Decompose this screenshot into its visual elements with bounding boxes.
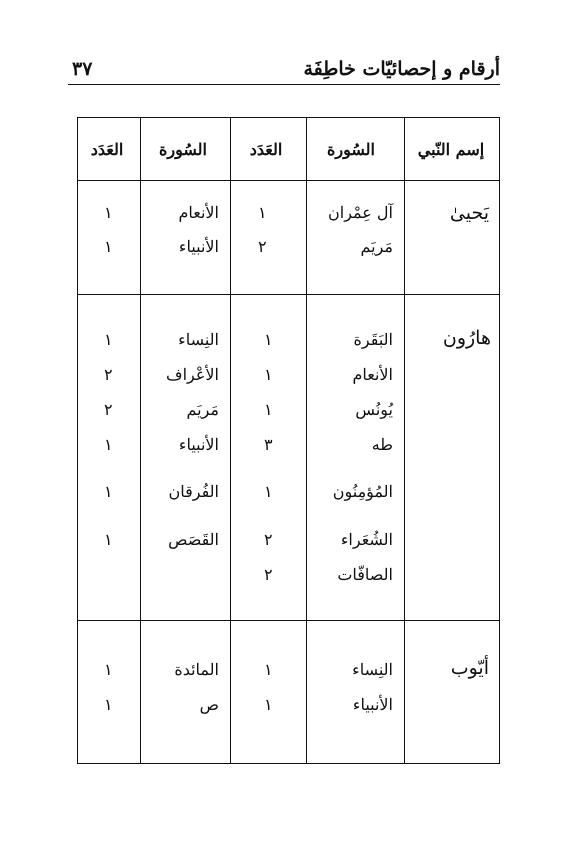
count-value: ١ xyxy=(104,203,113,222)
surah-name: المائدة xyxy=(174,660,219,679)
count-value: ١ xyxy=(264,330,273,349)
surah-name: النِساء xyxy=(352,660,393,679)
surah-name: الفُرقان xyxy=(168,482,219,501)
surah-name: الأنعام xyxy=(178,203,219,222)
surah-name: الأنبياء xyxy=(178,237,219,256)
count-value: ٣ xyxy=(264,435,273,454)
surah-name: المُؤمِنُون xyxy=(332,482,393,501)
column-header-surah: السُورة xyxy=(159,140,207,159)
surah-name: مَريَم xyxy=(360,237,393,256)
surah-name: القَصَص xyxy=(168,530,219,549)
count-value: ١ xyxy=(264,660,273,679)
count-value: ١ xyxy=(104,695,113,714)
count-value: ٢ xyxy=(264,565,273,584)
surah-name: الشُعَراء xyxy=(340,530,393,549)
surah-name: آل عِمْران xyxy=(328,203,393,222)
count-value: ١ xyxy=(104,660,113,679)
count-value: ١ xyxy=(264,365,273,384)
page-number: ٣٧ xyxy=(72,58,93,80)
surah-name: الأنبياء xyxy=(352,695,393,714)
column-divider xyxy=(306,118,307,763)
count-value: ١ xyxy=(104,530,113,549)
count-value: ١ xyxy=(104,435,113,454)
header-divider xyxy=(78,180,499,181)
count-value: ٢ xyxy=(264,530,273,549)
count-value: ١ xyxy=(264,695,273,714)
prophets-surah-table xyxy=(77,117,500,764)
surah-name: يُونُس xyxy=(355,400,393,419)
count-value: ١ xyxy=(264,482,273,501)
surah-name: الأنبياء xyxy=(178,435,219,454)
count-value: ٢ xyxy=(258,237,267,256)
count-value: ١ xyxy=(104,237,113,256)
surah-name: الصافّات xyxy=(337,565,393,584)
prophet-name: يَحيىٰ xyxy=(449,202,489,224)
column-divider xyxy=(230,118,231,763)
column-header-prophet: إسم النّبي xyxy=(417,140,485,159)
group-divider xyxy=(78,620,499,621)
count-value: ٢ xyxy=(104,365,113,384)
column-divider xyxy=(140,118,141,763)
count-value: ١ xyxy=(104,330,113,349)
column-header-count: العَدَد xyxy=(249,140,283,159)
column-header-surah: السُورة xyxy=(327,140,375,159)
prophet-name: أيّوب xyxy=(450,657,489,679)
group-divider xyxy=(78,294,499,295)
surah-name: البَقَرة xyxy=(353,330,393,349)
prophet-name: هارُون xyxy=(442,327,491,349)
page-header xyxy=(68,54,500,85)
surah-name: ص xyxy=(199,695,219,714)
count-value: ٢ xyxy=(104,400,113,419)
surah-name: مَريَم xyxy=(186,400,219,419)
column-divider xyxy=(404,118,405,763)
book-title: أرقام و إحصائيّات خاطِفَة xyxy=(303,58,500,80)
count-value: ١ xyxy=(258,203,267,222)
surah-name: الأنعام xyxy=(352,365,393,384)
count-value: ١ xyxy=(104,482,113,501)
surah-name: طه xyxy=(371,435,393,454)
surah-name: الأعْراف xyxy=(166,365,219,384)
count-value: ١ xyxy=(264,400,273,419)
column-header-count: العَدَد xyxy=(90,140,124,159)
surah-name: النِساء xyxy=(178,330,219,349)
